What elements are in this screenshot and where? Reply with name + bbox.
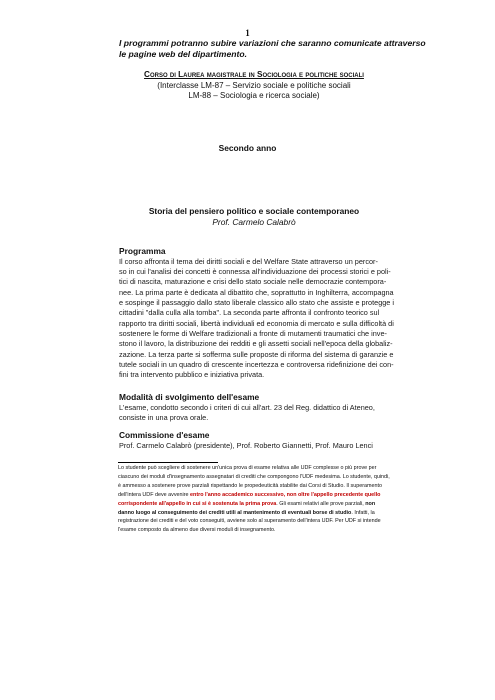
text-line: sostenere le forme di Welfare tradizionali a fronte di mutamenti traumatici che inve-	[119, 328, 387, 338]
footnote-highlight: corrispondente all'appello in cui si è sostenuta la prima prova	[118, 500, 277, 507]
programma-section	[119, 246, 395, 381]
footnote-highlight: entro l'anno accademico successivo, non oltre l'appello precedente quello	[190, 491, 381, 498]
footnote-text: . Gli esami relativi alle prove parziali,	[276, 500, 366, 507]
text-line: fini tra intervento pubblico e iniziativa privata.	[119, 370, 265, 380]
course-class-line: (Interclasse LM-87 – Servizio sociale e politiche sociali	[157, 80, 351, 90]
footnote	[118, 464, 390, 535]
esame-text	[119, 403, 389, 424]
footnote-text: dell'intera UDF deve avvenire	[118, 491, 191, 498]
text-line: cittadini "dalla culla alla tomba". La seconda parte affronta il confronto teorico sul	[119, 308, 380, 318]
course-class-line: LM-88 – Sociologia e ricerca sociale)	[188, 91, 320, 100]
subject-header	[119, 206, 389, 227]
course-header	[119, 70, 389, 102]
footnote-line	[118, 509, 390, 518]
footnote-line: registrazione dei crediti e del voto conseguiti, avviene solo al superamento dell'intera UDF. Per UDF si intende	[118, 518, 381, 525]
text-line: e sospinge il passaggio dallo stato liberale classico allo stato che assiste e protegge i	[119, 297, 395, 307]
footnote-line: ciascuno dei moduli d'insegnamento assegnatari di crediti che compongono l'UDF medesima. Lo studente, quindi,	[118, 473, 390, 480]
program-change-notice	[119, 38, 426, 60]
text-line: tutele sociali in un quadro di crescente incertezza e controversa ridefinizione dei con-	[119, 359, 394, 369]
programma-text	[119, 256, 395, 381]
text-line: consiste in una prova orale.	[119, 412, 209, 422]
footnote-emphasis: danno luogo al conseguimento dei crediti utili al mantenimento di eventuali borse di studio	[118, 509, 352, 516]
footnote-line: è ammesso a sostenere prove parziali rispettando le propedeuticità stabilite dai Corsi di Studio. Il superamento	[118, 482, 382, 489]
text-line: Il corso affronta il tema dei diritti sociali e del Welfare State attraverso un percor-	[119, 256, 378, 266]
footnote-line	[118, 491, 390, 500]
subject-professor: Prof. Carmelo Calabrò	[212, 216, 296, 227]
text-line: zazione. La terza parte si sofferma sulle proposte di riforma del sistema di garanzie e	[119, 349, 394, 359]
text-line: so in cui l'analisi dei concetti è connessa all'individuazione dei processi storici e poli-	[119, 266, 391, 276]
footnote-line	[118, 500, 390, 509]
notice-line: I programmi potranno subire variazioni che saranno comunicate attraverso	[119, 38, 426, 48]
programma-heading: Programma	[119, 246, 166, 256]
commissione-text	[119, 441, 389, 451]
text-line: nee. La prima parte è dedicata al dibattito che, soprattutto in Inghilterra, accompagna	[119, 287, 394, 297]
notice-line: le pagine web del dipartimento.	[119, 49, 247, 59]
year-heading: Secondo anno	[218, 143, 277, 153]
footnote-line: l'esame composto da almeno due diversi moduli di insegnamento.	[118, 527, 276, 534]
esame-section	[119, 392, 389, 423]
text-line: tici di nascita, maturazione e crisi dello stato sociale nelle democrazie contempora-	[119, 277, 387, 287]
text-line: L'esame, condotto secondo i criteri di cui all'art. 23 del Reg. didattico di Ateneo,	[119, 402, 375, 412]
commissione-heading: Commissione d'esame	[119, 430, 210, 440]
esame-heading: Modalità di svolgimento dell'esame	[119, 392, 260, 402]
footnote-divider	[118, 462, 218, 463]
text-line: stono il lavoro, la distribuzione dei redditi e gli assetti sociali nell'epoca della globaliz-	[119, 339, 393, 349]
footnote-emphasis: non	[365, 500, 376, 507]
footnote-line: Lo studente può scegliere di sostenere un'unica prova di esame relativa alle UDF complesse o più prove per	[118, 465, 377, 471]
subject-title: Storia del pensiero politico e sociale contemporaneo	[148, 206, 360, 216]
page-number: 1	[245, 28, 250, 38]
course-title: Corso di Laurea magistrale in Sociologia e politiche sociali	[144, 70, 364, 79]
commissione-section	[119, 430, 389, 451]
text-line: rapporto tra diritti sociali, libertà individuali ed economia di mercato e sulla difficoltà di	[119, 318, 394, 328]
text-line: Prof. Carmelo Calabrò (presidente), Prof. Roberto Giannetti, Prof. Mauro Lenci	[119, 440, 373, 450]
footnote-text: . Infatti, la	[351, 509, 375, 516]
